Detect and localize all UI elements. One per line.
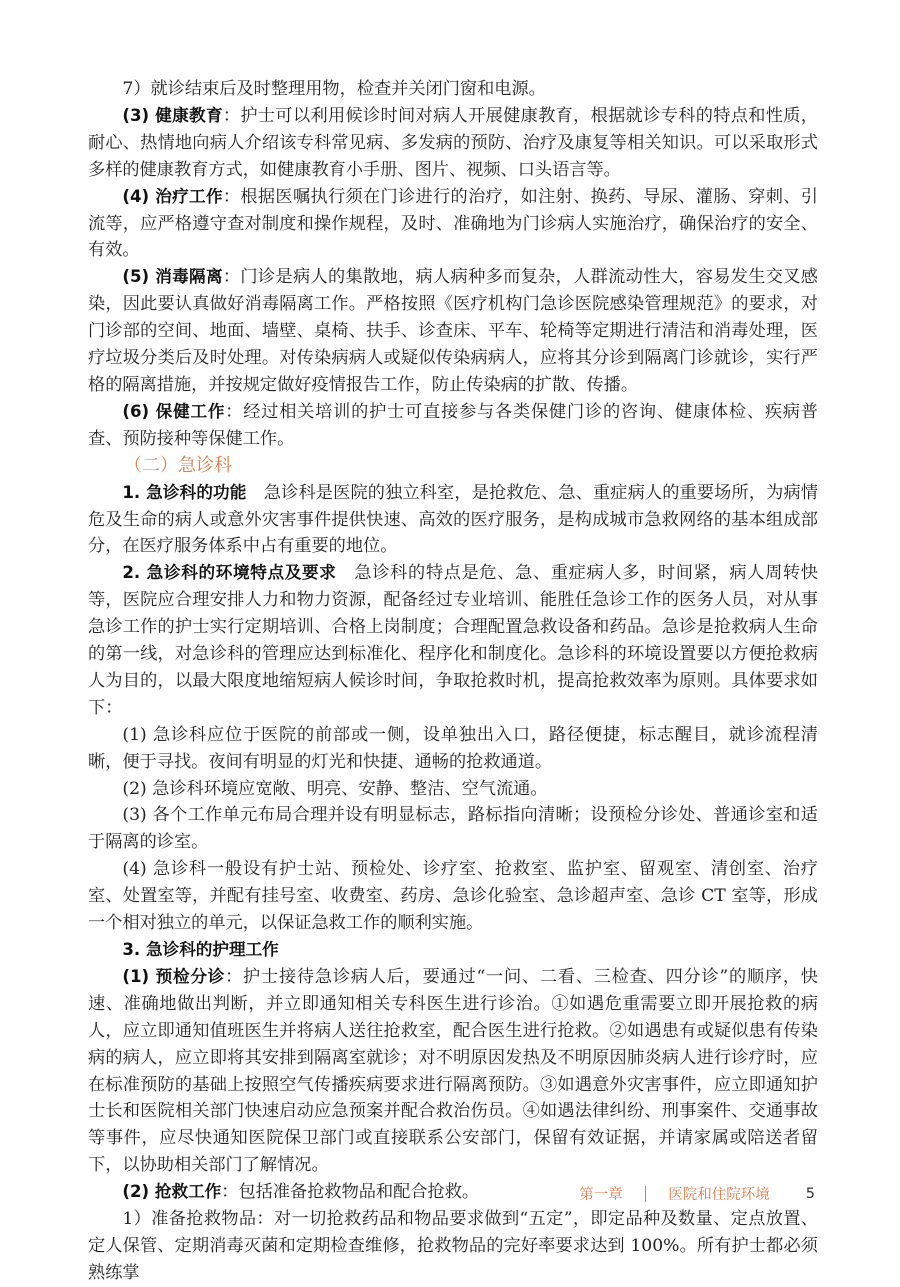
paragraph xyxy=(88,560,818,721)
footer-divider xyxy=(645,1186,647,1202)
item-heading: (1) 预检分诊 xyxy=(122,966,226,986)
item-text: ：护士接待急诊病人后，要通过“一问、二看、三检查、四分诊”的顺序，快速、准确地做出判断，并立即通知相关专科医生进行诊治。①如遇危重需要立即开展抢救的病人，应立即通知值班医生并将病人送往抢救室，配合医生进行抢救。②如遇患有或疑似患有传染病的病人，应立即将其安排到隔离室就诊；对不明原因发热及不明原因肺炎病人进行诊疗时，应在标准预防的基础上按照空气传播疾病要求进行隔离预防。③如遇意外灾害事件，应立即通知护士长和医院相关部门快速启动应急预案并配合救治伤员。④如遇法律纠纷、刑事案件、交通事故等事件，应尽快通知医院保卫部门或直接联系公安部门，保留有效证据，并请家属或陪送者留下，以协助相关部门了解情况。 xyxy=(88,966,818,1176)
item-text: ：包括准备抢救物品和配合抢救。 xyxy=(221,1182,480,1203)
paragraph xyxy=(88,964,818,1179)
paragraph: 7）就诊结束后及时整理用物，检查并关闭门窗和电源。 xyxy=(122,79,546,99)
item-heading: (3) 健康教育 xyxy=(122,105,223,125)
item-heading: 1. 急诊科的功能 xyxy=(122,482,247,502)
page-number: 5 xyxy=(805,1185,815,1202)
item-heading: (5) 消毒隔离 xyxy=(122,267,223,287)
footer-chapter: 第一章 xyxy=(579,1187,623,1203)
paragraph: 1）准备抢救物品：对一切抢救药品和物品要求做到“五定”，即定品种及数量、定点放置、定人保管、定期消毒灭菌和定期检查维修，抢救物品的完好率要求达到 100%。所有护士都必须熟练掌 xyxy=(88,1209,818,1283)
paragraph: (3) 各个工作单元布局合理并设有明显标志，路标指向清晰；设预检分诊处、普通诊室和适于隔离的诊室。 xyxy=(88,805,818,853)
item-text: ：经过相关培训的护士可直接参与各类保健门诊的咨询、健康体检、疾病普查、预防接种等保健工作。 xyxy=(88,401,818,449)
page-body xyxy=(88,76,818,1287)
item-text: 急诊科的特点是危、急、重症病人多，时间紧，病人周转快等，医院应合理安排人力和物力资源，配备经过专业培训、能胜任急诊工作的医务人员，对从事急诊工作的护士实行定期培训、合格上岗制度；合理配置急救设备和药品。急诊是抢救病人生命的第一线，对急诊科的管理应达到标准化、程序化和制度化。急诊科的环境设置要以方便抢救病人为目的，以最大限度地缩短病人候诊时间，争取抢救时机，提高抢救效率为原则。具体要求如下： xyxy=(88,563,818,718)
paragraph xyxy=(88,103,818,184)
paragraph xyxy=(88,264,818,399)
item-text: ：门诊是病人的集散地，病人病种多而复杂，人群流动性大，容易发生交叉感染，因此要认真做好消毒隔离工作。严格按照《医疗机构门急诊医院感染管理规范》的要求，对门诊部的空间、地面、墙壁、桌椅、扶手、诊查床、平车、轮椅等定期进行清洁和消毒处理，医疗垃圾分类后及时处理。对传染病病人或疑似传染病病人，应将其分诊到隔离门诊就诊，实行严格的隔离措施，并按规定做好疫情报告工作，防止传染病的扩散、传播。 xyxy=(88,267,818,395)
item-text: 急诊科是医院的独立科室，是抢救危、急、重症病人的重要场所，为病情危及生命的病人或意外灾害事件提供快速、高效的医疗服务，是构成城市急救网络的基本组成部分，在医疗服务体系中占有重要的地位。 xyxy=(88,482,818,557)
paragraph: (4) 急诊科一般设有护士站、预检处、诊疗室、抢救室、监护室、留观室、清创室、治疗室、处置室等，并配有挂号室、收费室、药房、急诊化验室、急诊超声室、急诊 CT 室等，形成一个相对独立的单元，以保证急救工作的顺利实施。 xyxy=(88,859,818,934)
item-heading: (6) 保健工作 xyxy=(122,401,226,421)
item-heading: 2. 急诊科的环境特点及要求 xyxy=(122,563,337,583)
item-text: ：护士可以利用候诊时间对病人开展健康教育，根据就诊专科的特点和性质，耐心、热情地向病人介绍该专科常见病、多发病的预防、治疗及康复等相关知识。可以采取形式多样的健康教育方式，如健康教育小手册、图片、视频、口头语言等。 xyxy=(88,105,818,180)
section-title: （二）急诊科 xyxy=(124,454,232,476)
paragraph xyxy=(88,399,818,453)
page-footer xyxy=(579,1183,815,1204)
paragraph: (1) 急诊科应位于医院的前部或一侧，设单独出入口，路径便捷，标志醒目，就诊流程清晰，便于寻找。夜间有明显的灯光和快捷、通畅的抢救通道。 xyxy=(88,724,818,772)
item-heading: (4) 治疗工作 xyxy=(122,186,223,206)
footer-title: 医院和住院环境 xyxy=(668,1187,770,1203)
paragraph xyxy=(88,937,818,964)
paragraph xyxy=(88,480,818,561)
paragraph: (2) 急诊科环境应宽敞、明亮、安静、整洁、空气流通。 xyxy=(122,778,548,799)
item-text: ：根据医嘱执行须在门诊进行的治疗，如注射、换药、导尿、灌肠、穿刺、引流等，应严格遵守查对制度和操作规程，及时、准确地为门诊病人实施治疗，确保治疗的安全、有效。 xyxy=(88,186,818,261)
item-heading: 3. 急诊科的护理工作 xyxy=(122,940,279,959)
paragraph xyxy=(88,184,818,265)
item-heading: (2) 抢救工作 xyxy=(122,1182,222,1202)
